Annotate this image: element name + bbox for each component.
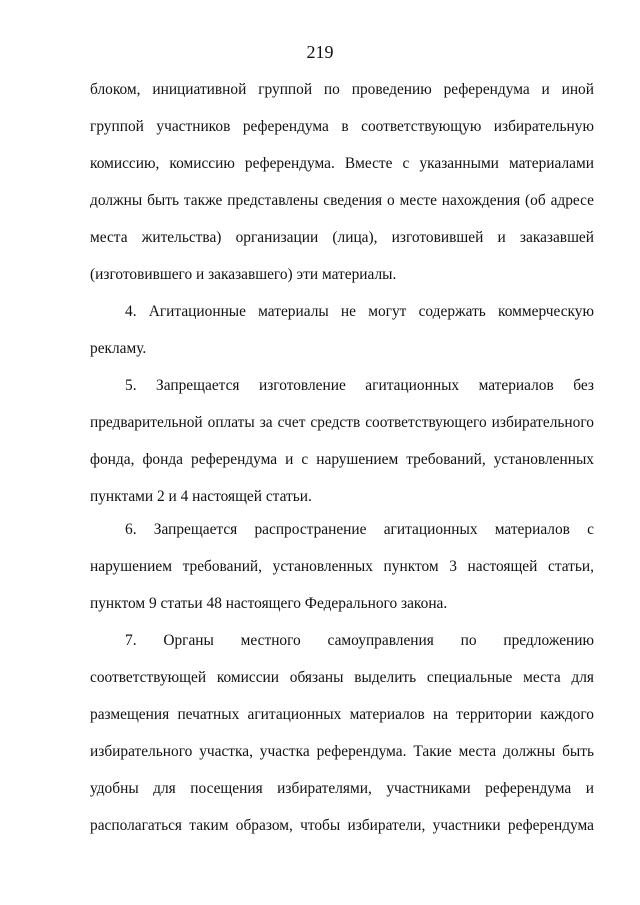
text-line: пунктами 2 и 4 настоящей статьи. xyxy=(90,488,312,505)
text-line: должны быть также представлены сведения о месте нахождения (об адресе xyxy=(90,192,594,209)
text-line: фонда, фонда референдума и с нарушением требований, установленных xyxy=(90,451,594,468)
text-line: группой участников референдума в соответствующую избирательную xyxy=(90,118,594,135)
text-line: соответствующей комиссии обязаны выделить специальные места для xyxy=(90,669,594,686)
text-line: рекламу. xyxy=(90,340,147,357)
text-line: удобны для посещения избирателями, участниками референдума и xyxy=(90,780,594,797)
text-line: 5. Запрещается изготовление агитационных материалов без xyxy=(125,377,594,394)
text-line: предварительной оплаты за счет средств соответствующего избирательного xyxy=(90,414,594,431)
text-line: размещения печатных агитационных материалов на территории каждого xyxy=(90,706,594,723)
text-line: 6. Запрещается распространение агитационных материалов с xyxy=(125,521,594,538)
text-line: места жительства) организации (лица), изготовившей и заказавшей xyxy=(90,229,594,246)
text-line: 4. Агитационные материалы не могут содержать коммерческую xyxy=(125,303,594,320)
text-line: блоком, инициативной группой по проведению референдума и иной xyxy=(90,81,594,98)
text-line: нарушением требований, установленных пунктом 3 настоящей статьи, xyxy=(90,558,594,575)
page-number: 219 xyxy=(306,42,334,62)
text-line: пунктом 9 статьи 48 настоящего Федерального закона. xyxy=(90,595,448,612)
text-line: 7. Органы местного самоуправления по предложению xyxy=(125,632,594,649)
text-line: комиссию, комиссию референдума. Вместе с указанными материалами xyxy=(90,155,594,172)
text-line: (изготовившего и заказавшего) эти материалы. xyxy=(90,266,397,283)
text-line: располагаться таким образом, чтобы избиратели, участники референдума xyxy=(90,817,594,834)
text-line: избирательного участка, участка референдума. Такие места должны быть xyxy=(90,743,594,760)
